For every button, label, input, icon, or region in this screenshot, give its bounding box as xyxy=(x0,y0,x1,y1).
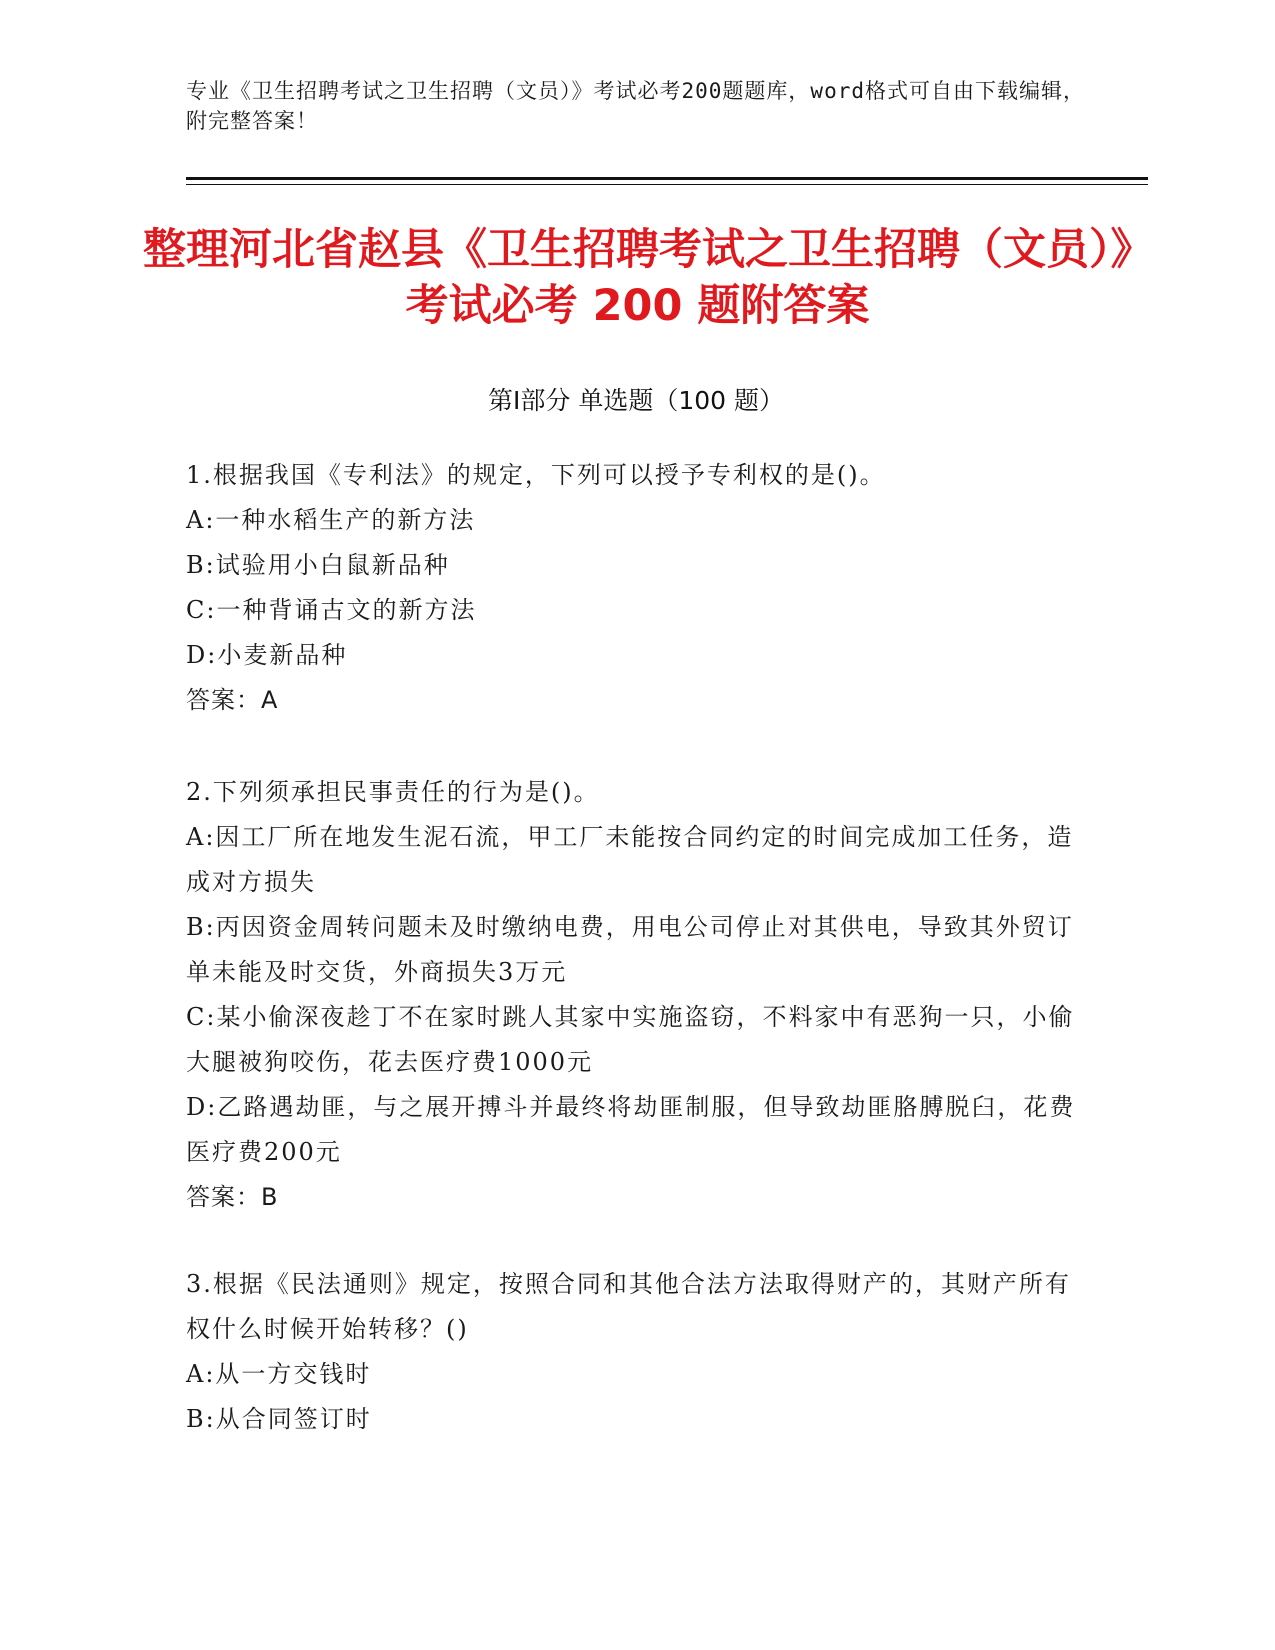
section-heading: 第Ⅰ部分 单选题（100 题） xyxy=(488,386,784,415)
option-c: C:一种背诵古文的新方法 xyxy=(186,596,477,624)
question-stem: 2.下列须承担民事责任的行为是()。 xyxy=(186,778,600,806)
header-divider-thin xyxy=(186,184,1148,185)
option-a: A:一种水稻生产的新方法 xyxy=(186,506,476,534)
question-stem: 1.根据我国《专利法》的规定，下列可以授予专利权的是()。 xyxy=(186,461,886,489)
option-a: A:因工厂所在地发生泥石流，甲工厂未能按合同约定的时间完成加工任务，造成对方损失 xyxy=(186,823,1074,896)
answer: 答案：B xyxy=(186,1183,279,1211)
header-divider-thick xyxy=(186,177,1148,180)
question-2 xyxy=(186,770,1076,1220)
answer: 答案：A xyxy=(186,686,279,714)
header-note: 专业《卫生招聘考试之卫生招聘（文员）》考试必考200题题库，word格式可自由下载编辑，附完整答案！ xyxy=(186,79,1085,133)
option-b: B:丙因资金周转问题未及时缴纳电费，用电公司停止对其供电，导致其外贸订单未能及时交货，外商损失3万元 xyxy=(186,913,1074,986)
question-1 xyxy=(186,453,1076,723)
option-d: D:小麦新品种 xyxy=(186,641,348,669)
option-d: D:乙路遇劫匪，与之展开搏斗并最终将劫匪制服，但导致劫匪胳膊脱臼，花费医疗费200元 xyxy=(186,1093,1076,1166)
option-c: C:某小偷深夜趁丁不在家时跳人其家中实施盗窃，不料家中有恶狗一只，小偷大腿被狗咬伤，花去医疗费1000元 xyxy=(186,1003,1075,1076)
option-a: A:从一方交钱时 xyxy=(186,1360,372,1388)
option-b: B:试验用小白鼠新品种 xyxy=(186,551,450,579)
question-stem: 3.根据《民法通则》规定，按照合同和其他合法方法取得财产的，其财产所有权什么时候开始转移？() xyxy=(186,1270,1071,1343)
document-title: 整理河北省赵县《卫生招聘考试之卫生招聘（文员）》考试必考 200 题附答案 xyxy=(143,225,1132,331)
question-3 xyxy=(186,1262,1076,1442)
option-b: B:从合同签订时 xyxy=(186,1405,372,1433)
